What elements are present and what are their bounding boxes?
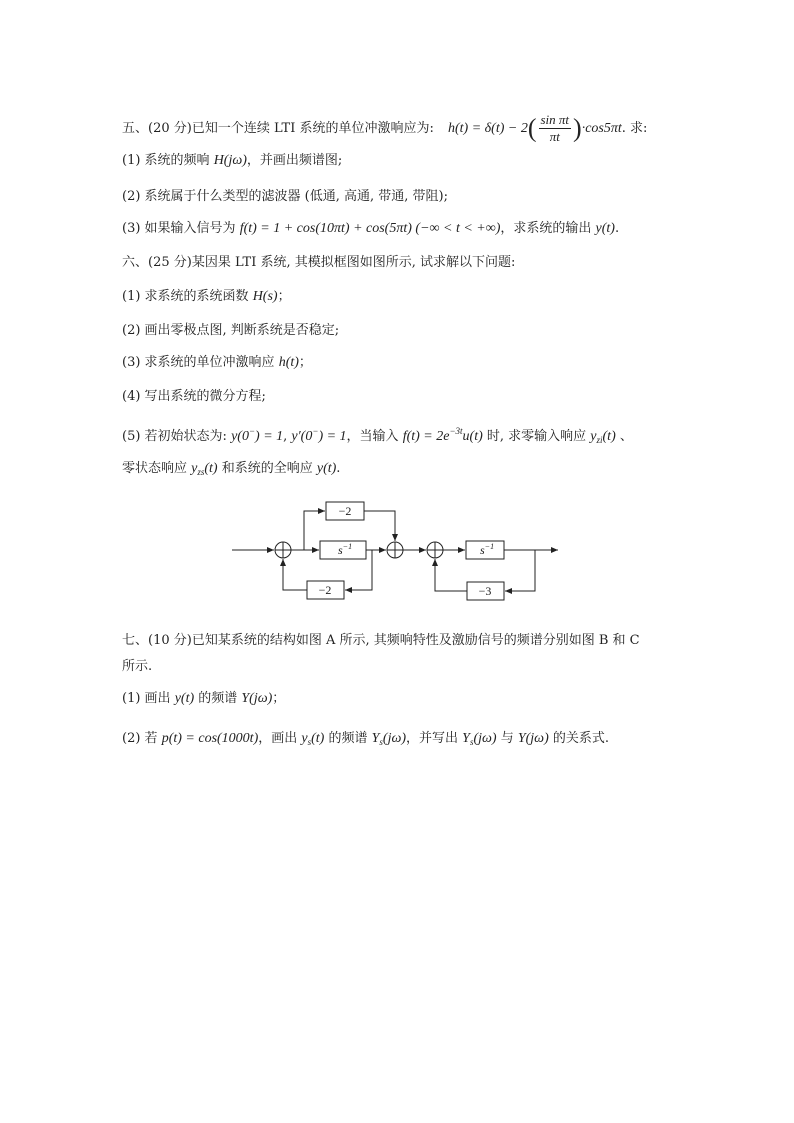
zero-input-response: $y_{zi}(t)$	[590, 429, 616, 445]
q7-item-2-mid-3: ，并写出	[406, 731, 463, 746]
q7-item-2-mid-2: 的频谱	[324, 731, 372, 746]
q7-item-2-math-1: p(t) = cos(1000t)	[161, 731, 259, 746]
q5-item-2-text: (2) 系统属于什么类型的滤波器 (低通, 高通, 带通, 带阻);	[122, 189, 448, 204]
integrator-1-label: $s^{-1}$	[338, 542, 353, 557]
q6-item-5-text: (5) 若初始状态为:	[122, 429, 232, 444]
q5-fraction-denominator: πt	[549, 129, 560, 144]
q7-item-1-mid: 的频谱	[194, 691, 242, 706]
q6-item-2-text: (2) 画出零极点图, 判断系统是否稳定;	[122, 323, 340, 338]
q7-item-2-math-5: Y(jω)	[517, 731, 549, 746]
bottom-gain-2-label: −3	[478, 584, 492, 598]
q7-item-2-mid-4: 与	[496, 731, 518, 746]
right-paren: )	[573, 113, 582, 143]
q6-line2-end: .	[336, 461, 341, 476]
q7-item-1-math-2: Y(jω)	[241, 691, 273, 706]
q7-heading-line-1: 七、(10 分)已知某系统的结构如图 A 所示, 其频响特性及激励信号的频谱分别如图 B 和 C	[122, 633, 640, 648]
input-signal: $f(t) = 2e^{-3t}u(t)$	[402, 426, 483, 444]
init-cond-1: y(0−) = 1	[231, 426, 284, 444]
q6-heading: 六、(25 分)某因果 LTI 系统, 其模拟框图如图所示, 试求解以下问题:	[122, 255, 516, 270]
q7-item-2-text: (2) 若	[122, 731, 162, 746]
q5-item-1-math: H(jω)	[213, 153, 247, 168]
bottom-gain-1-label: −2	[318, 583, 332, 597]
top-gain-label: −2	[338, 504, 352, 518]
q6-line2-mid: 和系统的全响应	[217, 461, 317, 476]
q5-item-1-suffix: ，并画出频谱图;	[246, 153, 343, 168]
q7-item-2-math-3: $Y_s(j\omega)$	[371, 731, 407, 747]
q6-item-1-math: H(s)	[252, 289, 278, 304]
q5-formula-tail: ·cos5πt	[581, 121, 622, 136]
q6-item-5-suffix: 时, 求零输入响应	[482, 429, 591, 444]
q6-item-3-text: (3) 求系统的单位冲激响应	[122, 355, 279, 370]
q5-heading: 五、(20 分)已知一个连续 LTI 系统的单位冲激响应为:	[122, 121, 434, 136]
q6-item-5-end: 、	[615, 429, 633, 444]
q5-item-3-math: f(t) = 1 + cos(10πt) + cos(5πt) (−∞ < t < +∞)	[239, 221, 501, 236]
q7-item-2	[122, 730, 609, 751]
q7-item-1	[122, 690, 285, 708]
q5-item-3-text: (3) 如果输入信号为	[122, 221, 240, 236]
left-paren: (	[527, 113, 537, 143]
q5-fraction-numerator: sin πt	[540, 112, 570, 127]
q6-item-1-suffix: ；	[277, 289, 291, 304]
sep: ,	[283, 429, 292, 444]
q7-item-2-end: 的关系式.	[548, 731, 609, 746]
integrator-2-label: $s^{-1}$	[480, 542, 495, 557]
q6-item-3-suffix: ；	[298, 355, 312, 370]
q7-heading-line-2: 所示.	[122, 659, 153, 674]
q6-item-5-mid: ，当输入	[346, 429, 403, 444]
init-cond-2: y′(0−) = 1	[291, 426, 347, 444]
q5-item-3-math2: y(t)	[595, 221, 615, 236]
q6-line2-text: 零状态响应	[122, 461, 192, 476]
q5-item-3-end: .	[614, 221, 620, 236]
total-response: y(t)	[316, 461, 337, 476]
q5-item-3-suffix: ，求系统的输出	[500, 221, 596, 236]
q6-item-3-math: h(t)	[278, 355, 299, 370]
q6-item-1-text: (1) 求系统的系统函数	[122, 289, 253, 304]
q5-heading-suffix: . 求:	[621, 121, 648, 136]
q7-item-1-end: ；	[272, 691, 286, 706]
q5-item-1-text: (1) 系统的频响	[122, 153, 214, 168]
q6-item-4-text: (4) 写出系统的微分方程;	[122, 389, 266, 404]
q5-formula-lhs: h(t) = δ(t) − 2	[447, 121, 528, 136]
q7-item-1-text: (1) 画出	[122, 691, 175, 706]
q7-item-2-mid-1: ，画出	[258, 731, 302, 746]
q7-item-2-math-2: $y_s(t)$	[301, 731, 325, 747]
q7-item-2-math-4: $Y_s(j\omega)$	[462, 731, 497, 747]
zero-state-response: $y_{zs}(t)$	[191, 461, 218, 477]
q7-item-1-math-1: y(t)	[174, 691, 195, 706]
